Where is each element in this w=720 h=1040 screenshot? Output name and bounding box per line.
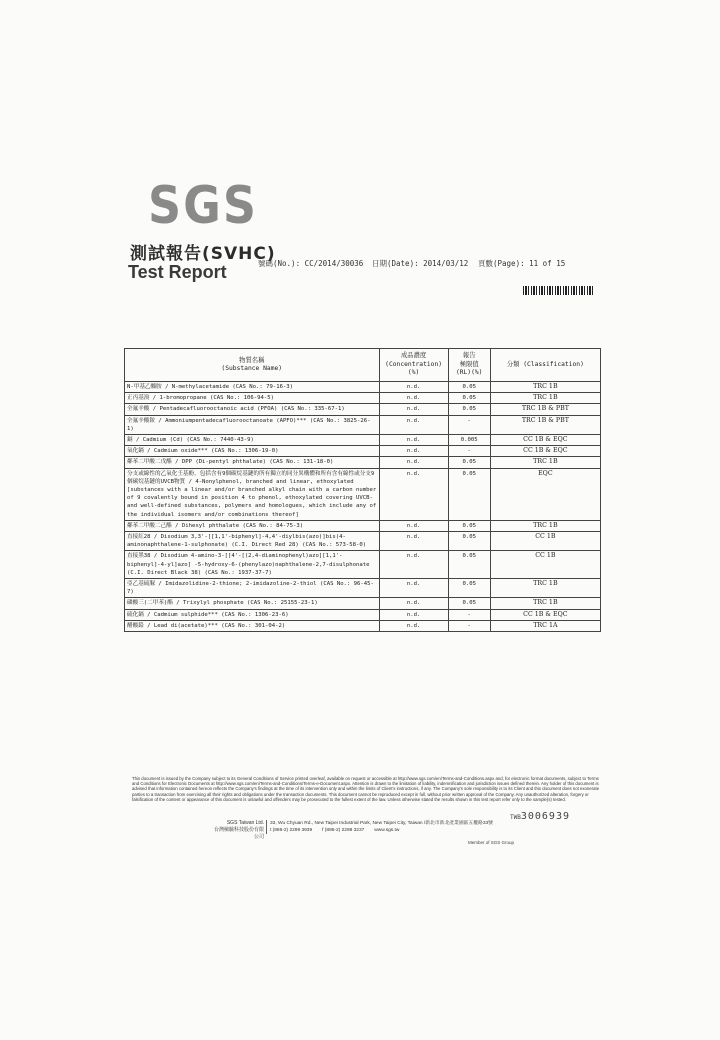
rl-cell: - (448, 620, 490, 631)
report-number: 號碼(No.): CC/2014/30036 (258, 259, 364, 268)
rl-cell: - (448, 415, 490, 434)
substance-cell: 直接黑38 / Disodium 4-amino-3-[[4'-[(2,4-diaminophenyl)azo][1,1'-biphenyl]-4-yl]azo] -5-hydroxy-6-(phenylazo)naphthalene-2,7-disulphonate (C.I. Direct Black 38) (CAS No.: 1937-37-7) (125, 551, 380, 579)
header-substance: 物質名稱 (Substance Name) (125, 349, 380, 382)
rl-cell: 0.05 (448, 551, 490, 579)
classification-cell: TRC 1B (490, 520, 600, 531)
substance-cell: 分支或線性的乙氧化壬基酚，包括含有9個碳烷基鏈的所有獨立的同分異構體和所有含有線性或分支9個碳烷基鏈的UVCB物質 / 4-Nonylphenol, branched and linear, ethoxylated [substances with a linear and/or branched alkyl chain with a carbon number of 9 covalently bound in position 4 to phenol, ethoxylated covering UVCB- and well-defined substances, polymers and homologues, which include any of the individual isomers and/or combinations thereof] (125, 468, 380, 520)
rl-cell: 0.05 (448, 382, 490, 393)
concentration-cell: n.d. (379, 435, 448, 446)
classification-cell: CC 1B & EQC (490, 435, 600, 446)
table-row (125, 415, 601, 434)
rl-cell: - (448, 609, 490, 620)
concentration-cell: n.d. (379, 598, 448, 609)
classification-cell: TRC 1B (490, 382, 600, 393)
substance-cell: 磷酸三(二甲苯)酯 / Trixylyl phosphate (CAS No.: 25155-23-1) (125, 598, 380, 609)
sgs-logo: SGS (148, 174, 259, 236)
member-of-group: Member of SGS Group (468, 840, 515, 845)
header-classification: 分類 (Classification) (490, 349, 600, 382)
rl-cell: 0.05 (448, 598, 490, 609)
classification-cell: CC 1B (490, 532, 600, 551)
concentration-cell: n.d. (379, 393, 448, 404)
serial-number: TWB3006939 (510, 811, 570, 822)
substance-cell: 氧化鎘 / Cadmium oxide*** (CAS No.: 1306-19-0) (125, 446, 380, 457)
substance-cell: 全氟辛酸銨 / Ammoniumpentadecafluorooctanoate (APFO)*** (CAS No.: 3825-26-1) (125, 415, 380, 434)
report-page-number: 頁數(Page): 11 of 15 (478, 259, 566, 268)
substance-cell: 硫化鎘 / Cadmium sulphide*** (CAS No.: 1306-23-6) (125, 609, 380, 620)
rl-cell: 0.05 (448, 404, 490, 415)
table-row (125, 598, 601, 609)
table-row (125, 446, 601, 457)
header-rl: 報告 極限值 (RL)(%) (448, 349, 490, 382)
concentration-cell: n.d. (379, 520, 448, 531)
table-row (125, 404, 601, 415)
classification-cell: TRC 1B (490, 393, 600, 404)
concentration-cell: n.d. (379, 609, 448, 620)
rl-cell: 0.05 (448, 579, 490, 598)
concentration-cell: n.d. (379, 415, 448, 434)
classification-cell: TRC 1A (490, 620, 600, 631)
table-row (125, 579, 601, 598)
classification-cell: TRC 1B & PBT (490, 415, 600, 434)
table-row (125, 457, 601, 468)
rl-cell: 0.005 (448, 435, 490, 446)
rl-cell: 0.05 (448, 393, 490, 404)
header-concentration: 成品濃度 (Concentration) (%) (379, 349, 448, 382)
concentration-cell: n.d. (379, 579, 448, 598)
table-row (125, 609, 601, 620)
table-row (125, 382, 601, 393)
report-title-zh: 測試報告(SVHC) (130, 244, 276, 264)
barcode-icon (523, 286, 595, 295)
report-date: 日期(Date): 2014/03/12 (372, 259, 469, 268)
substance-cell: 亞乙基硫脲 / Imidazolidine-2-thione; 2-imidazoline-2-thiol (CAS No.: 96-45-7) (125, 579, 380, 598)
concentration-cell: n.d. (379, 620, 448, 631)
concentration-cell: n.d. (379, 457, 448, 468)
rl-cell: 0.05 (448, 457, 490, 468)
substance-cell: 全氟辛酸 / Pentadecafluorooctanoic acid (PFOA) (CAS No.: 335-67-1) (125, 404, 380, 415)
substance-cell: 直接紅28 / Disodium 3,3'-[[1,1'-biphenyl]-4,4'-diylbis(azo)]bis(4-aminonaphthalene-1-sulphonate) (C.I. Direct Red 28) (CAS No.: 573-58-0) (125, 532, 380, 551)
footer-address: 33, Wu Chyuan Rd., New Taipei Industrial Park, New Taipei City, Taiwan /新北市新北產業園區五權路33號 t (886-2) 2299 3939 f (886-2) 2298 3237 www.sgs.tw (266, 820, 493, 834)
concentration-cell: n.d. (379, 404, 448, 415)
rl-cell: 0.05 (448, 532, 490, 551)
rl-cell: - (448, 446, 490, 457)
concentration-cell: n.d. (379, 532, 448, 551)
classification-cell: TRC 1B (490, 598, 600, 609)
table-row (125, 520, 601, 531)
concentration-cell: n.d. (379, 446, 448, 457)
rl-cell: 0.05 (448, 520, 490, 531)
substance-cell: 鄰苯二甲酸二戊酯 / DPP (Di-pentyl phthalate) (CAS No.: 131-18-0) (125, 457, 380, 468)
substance-cell: 正丙基溴 / 1-bromopropane (CAS No.: 106-94-5) (125, 393, 380, 404)
table-row (125, 532, 601, 551)
concentration-cell: n.d. (379, 468, 448, 520)
substance-cell: 鄰苯二甲酸二己酯 / Dihexyl phthalate (CAS No.: 84-75-3) (125, 520, 380, 531)
classification-cell: CC 1B & EQC (490, 446, 600, 457)
report-title-en: Test Report (128, 262, 227, 282)
table-row (125, 393, 601, 404)
classification-cell: CC 1B (490, 551, 600, 579)
table-row (125, 551, 601, 579)
table-row (125, 468, 601, 520)
classification-cell: CC 1B & EQC (490, 609, 600, 620)
footer-company: SGS Taiwan Ltd. 台灣檢驗科技股份有限公司 (214, 820, 265, 840)
classification-cell: TRC 1B (490, 579, 600, 598)
substance-cell: 醋酸鉛 / Lead di(acetate)*** (CAS No.: 301-04-2) (125, 620, 380, 631)
table-header-row (125, 349, 601, 382)
substance-cell: N-甲基乙醯胺 / N-methylacetamide (CAS No.: 79-16-3) (125, 382, 380, 393)
classification-cell: TRC 1B & PBT (490, 404, 600, 415)
table-row (125, 620, 601, 631)
concentration-cell: n.d. (379, 551, 448, 579)
rl-cell: 0.05 (448, 468, 490, 520)
svhc-table (124, 348, 601, 632)
substance-cell: 鎘 / Cadmium (Cd) (CAS No.: 7440-43-9) (125, 435, 380, 446)
disclaimer-text: This document is issued by the Company subject to its General Conditions of Service printed overleaf, available on request or accessible at http://www.sgs.com/en/Terms-and-Conditions.aspx and, for electronic format documents, subject to Terms and Conditions for Electronic Documents at http://www.sgs.com/en/Terms-and-Conditions/Terms-e-Document.aspx. Attention is drawn to the limitation of liability, indemnification and jurisdiction issues defined therein. Any holder of this document is advised that information contained hereon reflects the Company's findings at the time of its intervention only and within the limits of Client's instructions, if any. The Company's sole responsibility is to its Client and this document does not exonerate parties to a transaction from exercising all their rights and obligations under the transaction documents. This document cannot be reproduced except in full, without prior written approval of the Company. Any unauthorized alteration, forgery or falsification of the content or appearance of this document is unlawful and offenders may be prosecuted to the fullest extent of the law. Unless otherwise stated the results shown in this test report refer only to the sample(s) tested. (132, 776, 600, 802)
table-row (125, 435, 601, 446)
concentration-cell: n.d. (379, 382, 448, 393)
classification-cell: EQC (490, 468, 600, 520)
classification-cell: TRC 1B (490, 457, 600, 468)
